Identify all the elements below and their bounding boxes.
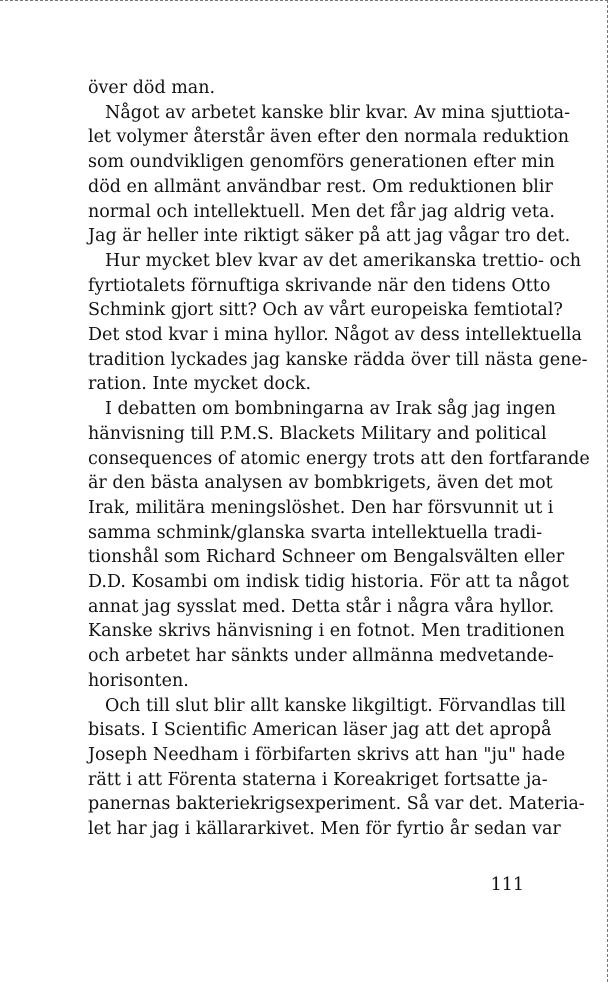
text-line: bisats. I Scientific American läser jag att det apropå — [88, 720, 552, 741]
text-line: Joseph Needham i förbifarten skrivs att han "ju" hade — [88, 744, 566, 765]
text-line: D.D. Kosambi om indisk tidig historia. För att ta något — [88, 572, 569, 593]
text-line: I debatten om bombningarna av Irak såg jag ingen — [105, 399, 556, 420]
text-line: Irak, militära meningslöshet. Den har försvunnit ut i — [88, 497, 554, 518]
text-line: som oundvikligen genomförs generationen efter min — [88, 152, 555, 173]
text-line: hänvisning till P.M.S. Blackets Military and political — [88, 423, 547, 444]
text-line: Något av arbetet kanske blir kvar. Av mina sjuttiota- — [105, 102, 571, 123]
text-line: Schmink gjort sitt? Och av vårt europeiska femtiotal? — [88, 300, 563, 321]
text-line: Kanske skrivs hänvisning i en fotnot. Men traditionen — [88, 621, 565, 642]
text-line: let volymer återstår även efter den normala reduktion — [88, 127, 569, 148]
text-line: över död man. — [88, 78, 216, 98]
text-line: Det stod kvar i mina hyllor. Något av dess intellektuella — [88, 325, 582, 346]
text-line: Hur mycket blev kvar av det amerikanska trettio- och — [105, 250, 582, 271]
text-line: normal och intellektuell. Men det får jag aldrig veta. — [88, 201, 555, 222]
text-line: tionshål som Richard Schneer om Bengalsvälten eller — [88, 547, 565, 568]
text-line: och arbetet har sänkts under allmänna medvetande- — [88, 646, 554, 667]
text-line: tradition lyckades jag kanske rädda över till nästa gene- — [88, 349, 588, 370]
text-line: fyrtiotalets förnuftiga skrivande när den tidens Otto — [88, 275, 551, 296]
text-line: let har jag i källararkivet. Men för fyrtio år sedan var — [88, 819, 561, 840]
text-line: consequences of atomic energy trots att den fortfarande — [88, 448, 590, 469]
text-line: annat jag sysslat med. Detta står i några våra hyllor. — [88, 596, 555, 617]
text-line: Jag är heller inte riktigt säker på att jag vågar tro det. — [88, 226, 571, 247]
text-line: Och till slut blir allt kanske likgiltigt. Förvandlas till — [105, 695, 566, 716]
book-page-text — [88, 76, 590, 842]
text-line: horisonten. — [88, 670, 189, 691]
page-number: 111 — [490, 875, 524, 895]
text-line: är den bästa analysen av bombkrigets, även det mot — [88, 473, 553, 494]
text-line: död en allmänt användbar rest. Om reduktionen blir — [88, 176, 553, 197]
text-line: panernas bakteriekrigsexperiment. Så var det. Materia- — [88, 794, 585, 815]
text-line: samma schmink/glanska svarta intellektuella tradi- — [88, 522, 543, 543]
text-line: rätt i att Förenta staterna i Koreakriget fortsatte ja- — [88, 769, 548, 790]
page-top-edge — [0, 0, 608, 3]
text-line: ration. Inte mycket dock. — [88, 374, 312, 395]
